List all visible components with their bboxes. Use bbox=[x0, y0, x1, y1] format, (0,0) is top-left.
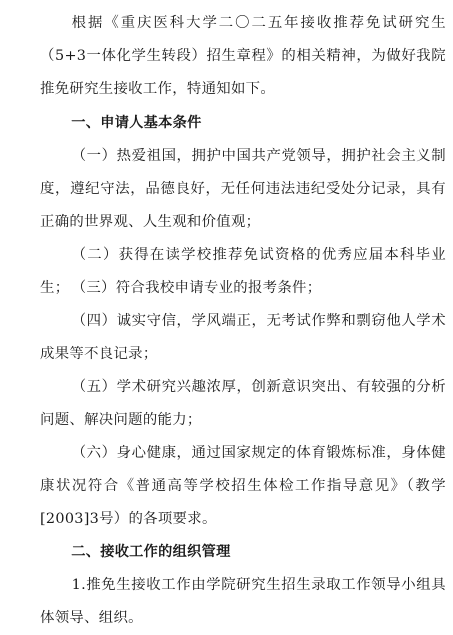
condition-item-2: （二）获得在读学校推荐免试资格的优秀应届本科毕业生； bbox=[40, 247, 446, 296]
condition-item-4: （四）诚实守信，学风端正，无考试作弊和剽窃他人学术成果等不良记录； bbox=[40, 313, 446, 362]
section-heading-organization: 二、接收工作的组织管理 bbox=[71, 544, 231, 560]
condition-item-3: （三）符合我校申请专业的报考条件； bbox=[71, 280, 322, 296]
organization-item-1: 1.推免生接收工作由学院研究生招生录取工作领导小组具体领导、组织。 bbox=[40, 577, 446, 626]
section-heading-applicant-conditions: 一、申请人基本条件 bbox=[71, 115, 202, 131]
intro-paragraph: 根据《重庆医科大学二〇二五年接收推荐免试研究生（5+3一体化学生转段）招生章程》的相关精神，为做好我院推免研究生接收工作，特通知如下。 bbox=[40, 15, 446, 97]
condition-item-5: （五）学术研究兴趣浓厚，创新意识突出、有较强的分析问题、解决问题的能力； bbox=[40, 379, 446, 428]
condition-item-1: （一）热爱祖国，拥护中国共产党领导，拥护社会主义制度，遵纪守法，品德良好，无任何违法违纪受处分记录，具有正确的世界观、人生观和价值观； bbox=[40, 148, 446, 230]
condition-item-6: （六）身心健康，通过国家规定的体育锻炼标准，身体健康状况符合《普通高等学校招生体检工作指导意见》（教学[2003]3号）的各项要求。 bbox=[40, 445, 446, 527]
